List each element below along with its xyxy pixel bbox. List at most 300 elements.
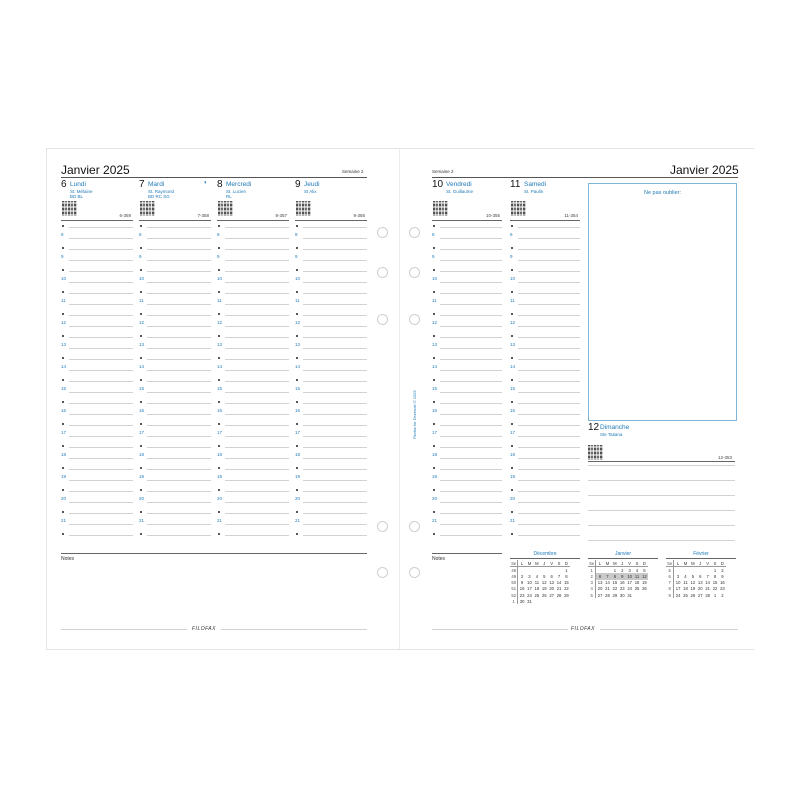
time-slot-line[interactable] [69, 502, 133, 503]
calendar-day[interactable]: 21 [605, 586, 610, 592]
sunday-line[interactable] [588, 495, 735, 496]
calendar-day[interactable]: 28 [705, 592, 710, 598]
time-slot-line[interactable] [518, 447, 580, 448]
time-slot-line[interactable] [147, 491, 211, 492]
time-slot-line[interactable] [225, 491, 289, 492]
calendar-day[interactable]: 3 [628, 567, 631, 573]
calendar-day[interactable]: 5 [691, 573, 695, 579]
time-slot-line[interactable] [225, 293, 289, 294]
calendar-day[interactable] [541, 567, 548, 574]
time-slot-line[interactable] [69, 293, 133, 294]
time-slot-line[interactable] [303, 447, 367, 448]
calendar-day[interactable]: 19 [642, 580, 647, 586]
calendar-day[interactable]: 14 [705, 580, 710, 586]
calendar-day[interactable]: 15 [612, 580, 618, 586]
calendar-day[interactable] [548, 567, 555, 574]
time-slot-line[interactable] [303, 370, 367, 371]
time-slot-line[interactable] [225, 425, 289, 426]
calendar-day[interactable] [555, 598, 562, 604]
calendar-day[interactable]: 10 [675, 580, 681, 586]
time-slot-line[interactable] [225, 315, 289, 316]
time-slot-line[interactable] [440, 436, 502, 437]
calendar-day[interactable]: 9 [520, 580, 524, 586]
calendar-day[interactable]: 18 [683, 586, 688, 592]
calendar-day[interactable] [697, 567, 704, 574]
day-column[interactable] [217, 179, 289, 559]
calendar-day[interactable]: 15 [564, 580, 569, 586]
time-slot-line[interactable] [440, 260, 502, 261]
calendar-day[interactable]: 4 [535, 573, 539, 579]
time-slot-line[interactable] [147, 403, 211, 404]
time-slot-line[interactable] [303, 304, 367, 305]
time-slot-line[interactable] [225, 381, 289, 382]
time-slot-line[interactable] [69, 480, 133, 481]
time-slot-line[interactable] [225, 238, 289, 239]
calendar-day[interactable]: 16 [720, 580, 725, 586]
calendar-day[interactable]: 14 [605, 580, 610, 586]
time-slot-line[interactable] [518, 480, 580, 481]
time-slot-line[interactable] [147, 348, 211, 349]
time-slot-line[interactable] [147, 392, 211, 393]
calendar-day[interactable]: 5 [543, 573, 546, 579]
time-slot-line[interactable] [69, 414, 133, 415]
time-slot-line[interactable] [225, 480, 289, 481]
calendar-day[interactable] [674, 567, 682, 574]
time-slot-line[interactable] [69, 326, 133, 327]
time-slot-line[interactable] [147, 535, 211, 536]
time-slot-line[interactable] [440, 304, 502, 305]
time-slot-line[interactable] [303, 260, 367, 261]
time-slot-line[interactable] [518, 491, 580, 492]
calendar-day[interactable]: 13 [697, 580, 703, 586]
time-slot-line[interactable] [440, 480, 502, 481]
calendar-day[interactable]: 29 [564, 592, 569, 598]
time-slot-line[interactable] [147, 337, 211, 338]
time-slot-line[interactable] [147, 293, 211, 294]
time-slot-line[interactable] [303, 348, 367, 349]
time-slot-line[interactable] [147, 315, 211, 316]
sunday-line[interactable] [588, 510, 735, 511]
time-slot-line[interactable] [147, 304, 211, 305]
calendar-day[interactable]: 27 [597, 592, 603, 598]
time-slot-line[interactable] [147, 524, 211, 525]
calendar-day[interactable]: 30 [519, 598, 525, 604]
time-slot-line[interactable] [440, 348, 502, 349]
time-slot-line[interactable] [303, 392, 367, 393]
calendar-day[interactable]: 28 [556, 592, 562, 598]
time-slot-line[interactable] [147, 326, 211, 327]
calendar-day[interactable]: 3 [528, 573, 531, 579]
calendar-day[interactable]: 22 [564, 586, 569, 592]
time-slot-line[interactable] [440, 293, 502, 294]
calendar-day[interactable]: 10 [627, 573, 632, 579]
calendar-day[interactable]: 7 [604, 573, 611, 579]
time-slot-line[interactable] [225, 469, 289, 470]
time-slot-line[interactable] [69, 425, 133, 426]
calendar-day[interactable]: 2 [621, 567, 624, 573]
calendar-day[interactable]: 13 [549, 580, 554, 586]
time-slot-line[interactable] [69, 469, 133, 470]
time-slot-line[interactable] [303, 249, 367, 250]
calendar-day[interactable]: 5 [643, 567, 646, 573]
calendar-day[interactable]: 25 [534, 592, 540, 598]
calendar-day[interactable]: 9 [721, 573, 724, 579]
calendar-day[interactable] [533, 598, 540, 604]
calendar-day[interactable]: 7 [557, 573, 561, 579]
time-slot-line[interactable] [69, 271, 133, 272]
time-slot-line[interactable] [225, 436, 289, 437]
calendar-day[interactable]: 23 [519, 592, 525, 598]
time-slot-line[interactable] [303, 469, 367, 470]
time-slot-line[interactable] [440, 337, 502, 338]
day-column[interactable] [61, 179, 133, 559]
time-slot-line[interactable] [147, 502, 211, 503]
calendar-day[interactable]: 2 [721, 592, 724, 598]
time-slot-line[interactable] [440, 315, 502, 316]
time-slot-line[interactable] [440, 425, 502, 426]
time-slot-line[interactable] [440, 282, 502, 283]
time-slot-line[interactable] [147, 359, 211, 360]
time-slot-line[interactable] [147, 381, 211, 382]
calendar-day[interactable] [689, 567, 696, 574]
calendar-day[interactable] [604, 567, 611, 574]
time-slot-line[interactable] [440, 238, 502, 239]
time-slot-line[interactable] [518, 271, 580, 272]
time-slot-line[interactable] [225, 249, 289, 250]
calendar-day[interactable] [563, 598, 570, 604]
time-slot-line[interactable] [303, 381, 367, 382]
time-slot-line[interactable] [69, 238, 133, 239]
calendar-day[interactable]: 9 [619, 573, 626, 579]
time-slot-line[interactable] [69, 491, 133, 492]
time-slot-line[interactable] [225, 326, 289, 327]
time-slot-line[interactable] [440, 469, 502, 470]
time-slot-line[interactable] [518, 469, 580, 470]
calendar-day[interactable]: 30 [619, 592, 625, 598]
time-slot-line[interactable] [440, 326, 502, 327]
time-slot-line[interactable] [69, 447, 133, 448]
time-slot-line[interactable] [303, 227, 367, 228]
time-slot-line[interactable] [147, 260, 211, 261]
calendar-day[interactable]: 10 [527, 580, 532, 586]
time-slot-line[interactable] [518, 513, 580, 514]
calendar-day[interactable]: 17 [527, 586, 532, 592]
calendar-day[interactable]: 1 [713, 592, 717, 598]
time-slot-line[interactable] [225, 304, 289, 305]
calendar-day[interactable]: 21 [705, 586, 710, 592]
calendar-day[interactable]: 25 [683, 592, 688, 598]
time-slot-line[interactable] [303, 238, 367, 239]
calendar-day[interactable]: 12 [642, 573, 647, 579]
day-column[interactable] [510, 179, 580, 559]
calendar-day[interactable]: 17 [675, 586, 681, 592]
time-slot-line[interactable] [147, 447, 211, 448]
calendar-day[interactable] [541, 598, 548, 604]
time-slot-line[interactable] [225, 458, 289, 459]
time-slot-line[interactable] [518, 458, 580, 459]
time-slot-line[interactable] [440, 414, 502, 415]
time-slot-line[interactable] [225, 502, 289, 503]
time-slot-line[interactable] [518, 392, 580, 393]
time-slot-line[interactable] [518, 524, 580, 525]
time-slot-line[interactable] [440, 381, 502, 382]
sunday-line[interactable] [588, 480, 735, 481]
time-slot-line[interactable] [303, 326, 367, 327]
hour-label: 20 [61, 496, 67, 501]
time-slot-line[interactable] [69, 315, 133, 316]
time-slot-line[interactable] [440, 447, 502, 448]
time-slot-line[interactable] [147, 238, 211, 239]
time-slot-line[interactable] [440, 271, 502, 272]
time-slot-line[interactable] [69, 359, 133, 360]
calendar-day[interactable]: 16 [519, 586, 525, 592]
calendar-day[interactable]: 22 [712, 586, 718, 592]
calendar-day[interactable]: 12 [690, 580, 696, 586]
time-slot-line[interactable] [440, 227, 502, 228]
calendar-day[interactable] [596, 567, 604, 574]
sunday-line[interactable] [588, 465, 735, 466]
time-slot-line[interactable] [518, 403, 580, 404]
calendar-day[interactable]: 7 [706, 573, 709, 579]
calendar-day[interactable]: 18 [634, 580, 640, 586]
time-slot-line[interactable] [303, 491, 367, 492]
time-slot-line[interactable] [69, 337, 133, 338]
time-slot-line[interactable] [518, 348, 580, 349]
calendar-day[interactable]: 4 [635, 567, 639, 573]
calendar-day[interactable]: 2 [520, 573, 524, 579]
calendar-day[interactable]: 18 [534, 586, 540, 592]
time-slot-line[interactable] [147, 425, 211, 426]
time-slot-line[interactable] [440, 535, 502, 536]
calendar-day[interactable] [533, 567, 540, 574]
calendar-day[interactable] [641, 592, 648, 598]
time-slot-line[interactable] [518, 381, 580, 382]
calendar-day[interactable]: 19 [690, 586, 696, 592]
calendar-day[interactable]: 14 [556, 580, 562, 586]
time-slot-line[interactable] [147, 480, 211, 481]
time-slot-line[interactable] [225, 337, 289, 338]
time-slot-line[interactable] [225, 271, 289, 272]
time-slot-line[interactable] [69, 403, 133, 404]
time-slot-line[interactable] [518, 436, 580, 437]
time-slot-line[interactable] [147, 436, 211, 437]
time-slot-line[interactable] [69, 458, 133, 459]
time-slot-line[interactable] [69, 227, 133, 228]
time-slot-line[interactable] [518, 535, 580, 536]
time-slot-line[interactable] [147, 370, 211, 371]
time-slot-line[interactable] [225, 513, 289, 514]
calendar-day[interactable]: 25 [634, 586, 640, 592]
time-slot-line[interactable] [518, 260, 580, 261]
time-slot-line[interactable] [69, 249, 133, 250]
calendar-day[interactable]: 20 [549, 586, 554, 592]
calendar-day[interactable]: 2 [721, 567, 724, 573]
time-slot-line[interactable] [518, 370, 580, 371]
calendar-day[interactable]: 27 [549, 592, 554, 598]
time-slot-line[interactable] [518, 282, 580, 283]
calendar-day[interactable]: 15 [712, 580, 718, 586]
calendar-day[interactable]: 6 [699, 573, 702, 579]
calendar-day[interactable]: 22 [612, 586, 618, 592]
time-slot-line[interactable] [225, 282, 289, 283]
time-slot-line[interactable] [69, 282, 133, 283]
time-slot-line[interactable] [518, 359, 580, 360]
calendar-day[interactable]: 21 [556, 586, 562, 592]
calendar-day[interactable] [682, 567, 689, 574]
time-slot-line[interactable] [147, 513, 211, 514]
time-slot-line[interactable] [69, 392, 133, 393]
calendar-day[interactable] [555, 567, 562, 574]
time-slot-line[interactable] [69, 370, 133, 371]
calendar-day[interactable]: 6 [550, 573, 553, 579]
time-slot-line[interactable] [147, 469, 211, 470]
time-slot-line[interactable] [147, 414, 211, 415]
calendar-day[interactable]: 1 [565, 567, 568, 573]
calendar-day[interactable]: 24 [675, 592, 681, 598]
time-slot-line[interactable] [69, 381, 133, 382]
time-slot-line[interactable] [518, 249, 580, 250]
time-slot-line[interactable] [225, 227, 289, 228]
calendar-day[interactable]: 11 [634, 573, 640, 579]
time-slot-line[interactable] [147, 249, 211, 250]
calendar-day[interactable]: 26 [642, 586, 647, 592]
calendar-day[interactable]: 11 [534, 580, 540, 586]
time-slot-line[interactable] [518, 238, 580, 239]
time-slot-line[interactable] [303, 425, 367, 426]
time-slot-line[interactable] [225, 524, 289, 525]
calendar-day[interactable]: 11 [683, 580, 688, 586]
calendar-day[interactable]: 23 [720, 586, 725, 592]
time-slot-line[interactable] [225, 370, 289, 371]
time-slot-line[interactable] [147, 282, 211, 283]
time-slot-line[interactable] [225, 348, 289, 349]
calendar-day[interactable]: 20 [697, 586, 703, 592]
time-slot-line[interactable] [440, 370, 502, 371]
time-slot-line[interactable] [303, 403, 367, 404]
calendar-day[interactable]: 8 [713, 573, 717, 579]
calendar-day[interactable]: 4 [684, 573, 687, 579]
time-slot-line[interactable] [518, 502, 580, 503]
time-slot-line[interactable] [303, 337, 367, 338]
sunday-line[interactable] [588, 525, 735, 526]
time-slot-line[interactable] [303, 458, 367, 459]
calendar-day[interactable]: 28 [605, 592, 610, 598]
time-slot-line[interactable] [303, 524, 367, 525]
calendar-day[interactable]: 31 [527, 598, 532, 604]
calendar-day[interactable]: 24 [527, 592, 532, 598]
reminder-box[interactable] [588, 183, 737, 421]
time-slot-line[interactable] [518, 337, 580, 338]
time-slot-line[interactable] [440, 403, 502, 404]
time-slot-line[interactable] [225, 414, 289, 415]
time-slot-line[interactable] [518, 315, 580, 316]
calendar-day[interactable]: 1 [613, 567, 617, 573]
calendar-day[interactable]: 13 [597, 580, 603, 586]
time-slot-line[interactable] [303, 414, 367, 415]
time-slot-line[interactable] [303, 535, 367, 536]
calendar-day[interactable]: 26 [541, 592, 547, 598]
calendar-day[interactable]: 8 [611, 573, 618, 579]
calendar-day[interactable]: 3 [676, 573, 680, 579]
time-slot-line[interactable] [518, 425, 580, 426]
time-slot-line[interactable] [440, 392, 502, 393]
calendar-day[interactable]: 17 [627, 580, 632, 586]
time-slot-line[interactable] [303, 271, 367, 272]
time-slot-line[interactable] [303, 293, 367, 294]
time-slot-line[interactable] [225, 403, 289, 404]
time-slot-line[interactable] [303, 282, 367, 283]
time-slot-line[interactable] [69, 260, 133, 261]
time-slot-line[interactable] [518, 293, 580, 294]
time-slot-line[interactable] [225, 260, 289, 261]
time-slot-line[interactable] [147, 271, 211, 272]
calendar-day[interactable] [704, 567, 711, 574]
calendar-day[interactable] [526, 567, 533, 574]
time-slot-line[interactable] [225, 359, 289, 360]
time-slot-line[interactable] [303, 436, 367, 437]
day-column[interactable] [432, 179, 502, 559]
sunday-line[interactable] [588, 540, 735, 541]
time-slot-line[interactable] [518, 304, 580, 305]
time-slot-line[interactable] [69, 348, 133, 349]
calendar-day[interactable] [518, 567, 526, 574]
time-slot-line[interactable] [440, 249, 502, 250]
time-slot-line[interactable] [69, 535, 133, 536]
time-slot-line[interactable] [440, 513, 502, 514]
calendar-day[interactable]: 26 [690, 592, 696, 598]
time-slot-line[interactable] [69, 513, 133, 514]
time-slot-line[interactable] [518, 227, 580, 228]
time-slot-line[interactable] [69, 524, 133, 525]
time-slot-line[interactable] [225, 535, 289, 536]
calendar-day[interactable] [548, 598, 555, 604]
calendar-day[interactable]: 31 [627, 592, 632, 598]
calendar-day[interactable]: 19 [541, 586, 547, 592]
time-slot-line[interactable] [440, 491, 502, 492]
time-slot-line[interactable] [303, 502, 367, 503]
calendar-day[interactable]: 16 [619, 580, 625, 586]
calendar-day[interactable]: 24 [627, 586, 632, 592]
calendar-day[interactable]: 12 [541, 580, 547, 586]
time-slot-line[interactable] [225, 447, 289, 448]
time-slot-line[interactable] [440, 524, 502, 525]
time-slot-line[interactable] [303, 359, 367, 360]
day-column[interactable] [295, 179, 367, 559]
day-column[interactable] [139, 179, 211, 559]
calendar-day[interactable]: 1 [713, 567, 717, 573]
time-slot-line[interactable] [147, 458, 211, 459]
time-slot-line[interactable] [225, 392, 289, 393]
calendar-day[interactable]: 6 [596, 573, 604, 579]
calendar-day[interactable]: 29 [612, 592, 618, 598]
time-slot-line[interactable] [303, 513, 367, 514]
time-slot-line[interactable] [440, 458, 502, 459]
time-slot-line[interactable] [440, 359, 502, 360]
time-slot-line[interactable] [518, 414, 580, 415]
calendar-day[interactable]: 20 [597, 586, 603, 592]
calendar-day[interactable] [633, 592, 640, 598]
time-slot-line[interactable] [69, 436, 133, 437]
time-slot-line[interactable] [303, 480, 367, 481]
time-slot-line[interactable] [518, 326, 580, 327]
calendar-day[interactable]: 23 [619, 586, 625, 592]
time-slot-line[interactable] [69, 304, 133, 305]
calendar-day[interactable]: 27 [697, 592, 703, 598]
time-slot-line[interactable] [303, 315, 367, 316]
time-slot-line[interactable] [147, 227, 211, 228]
time-slot-line[interactable] [440, 502, 502, 503]
calendar-day[interactable]: 8 [565, 573, 568, 579]
